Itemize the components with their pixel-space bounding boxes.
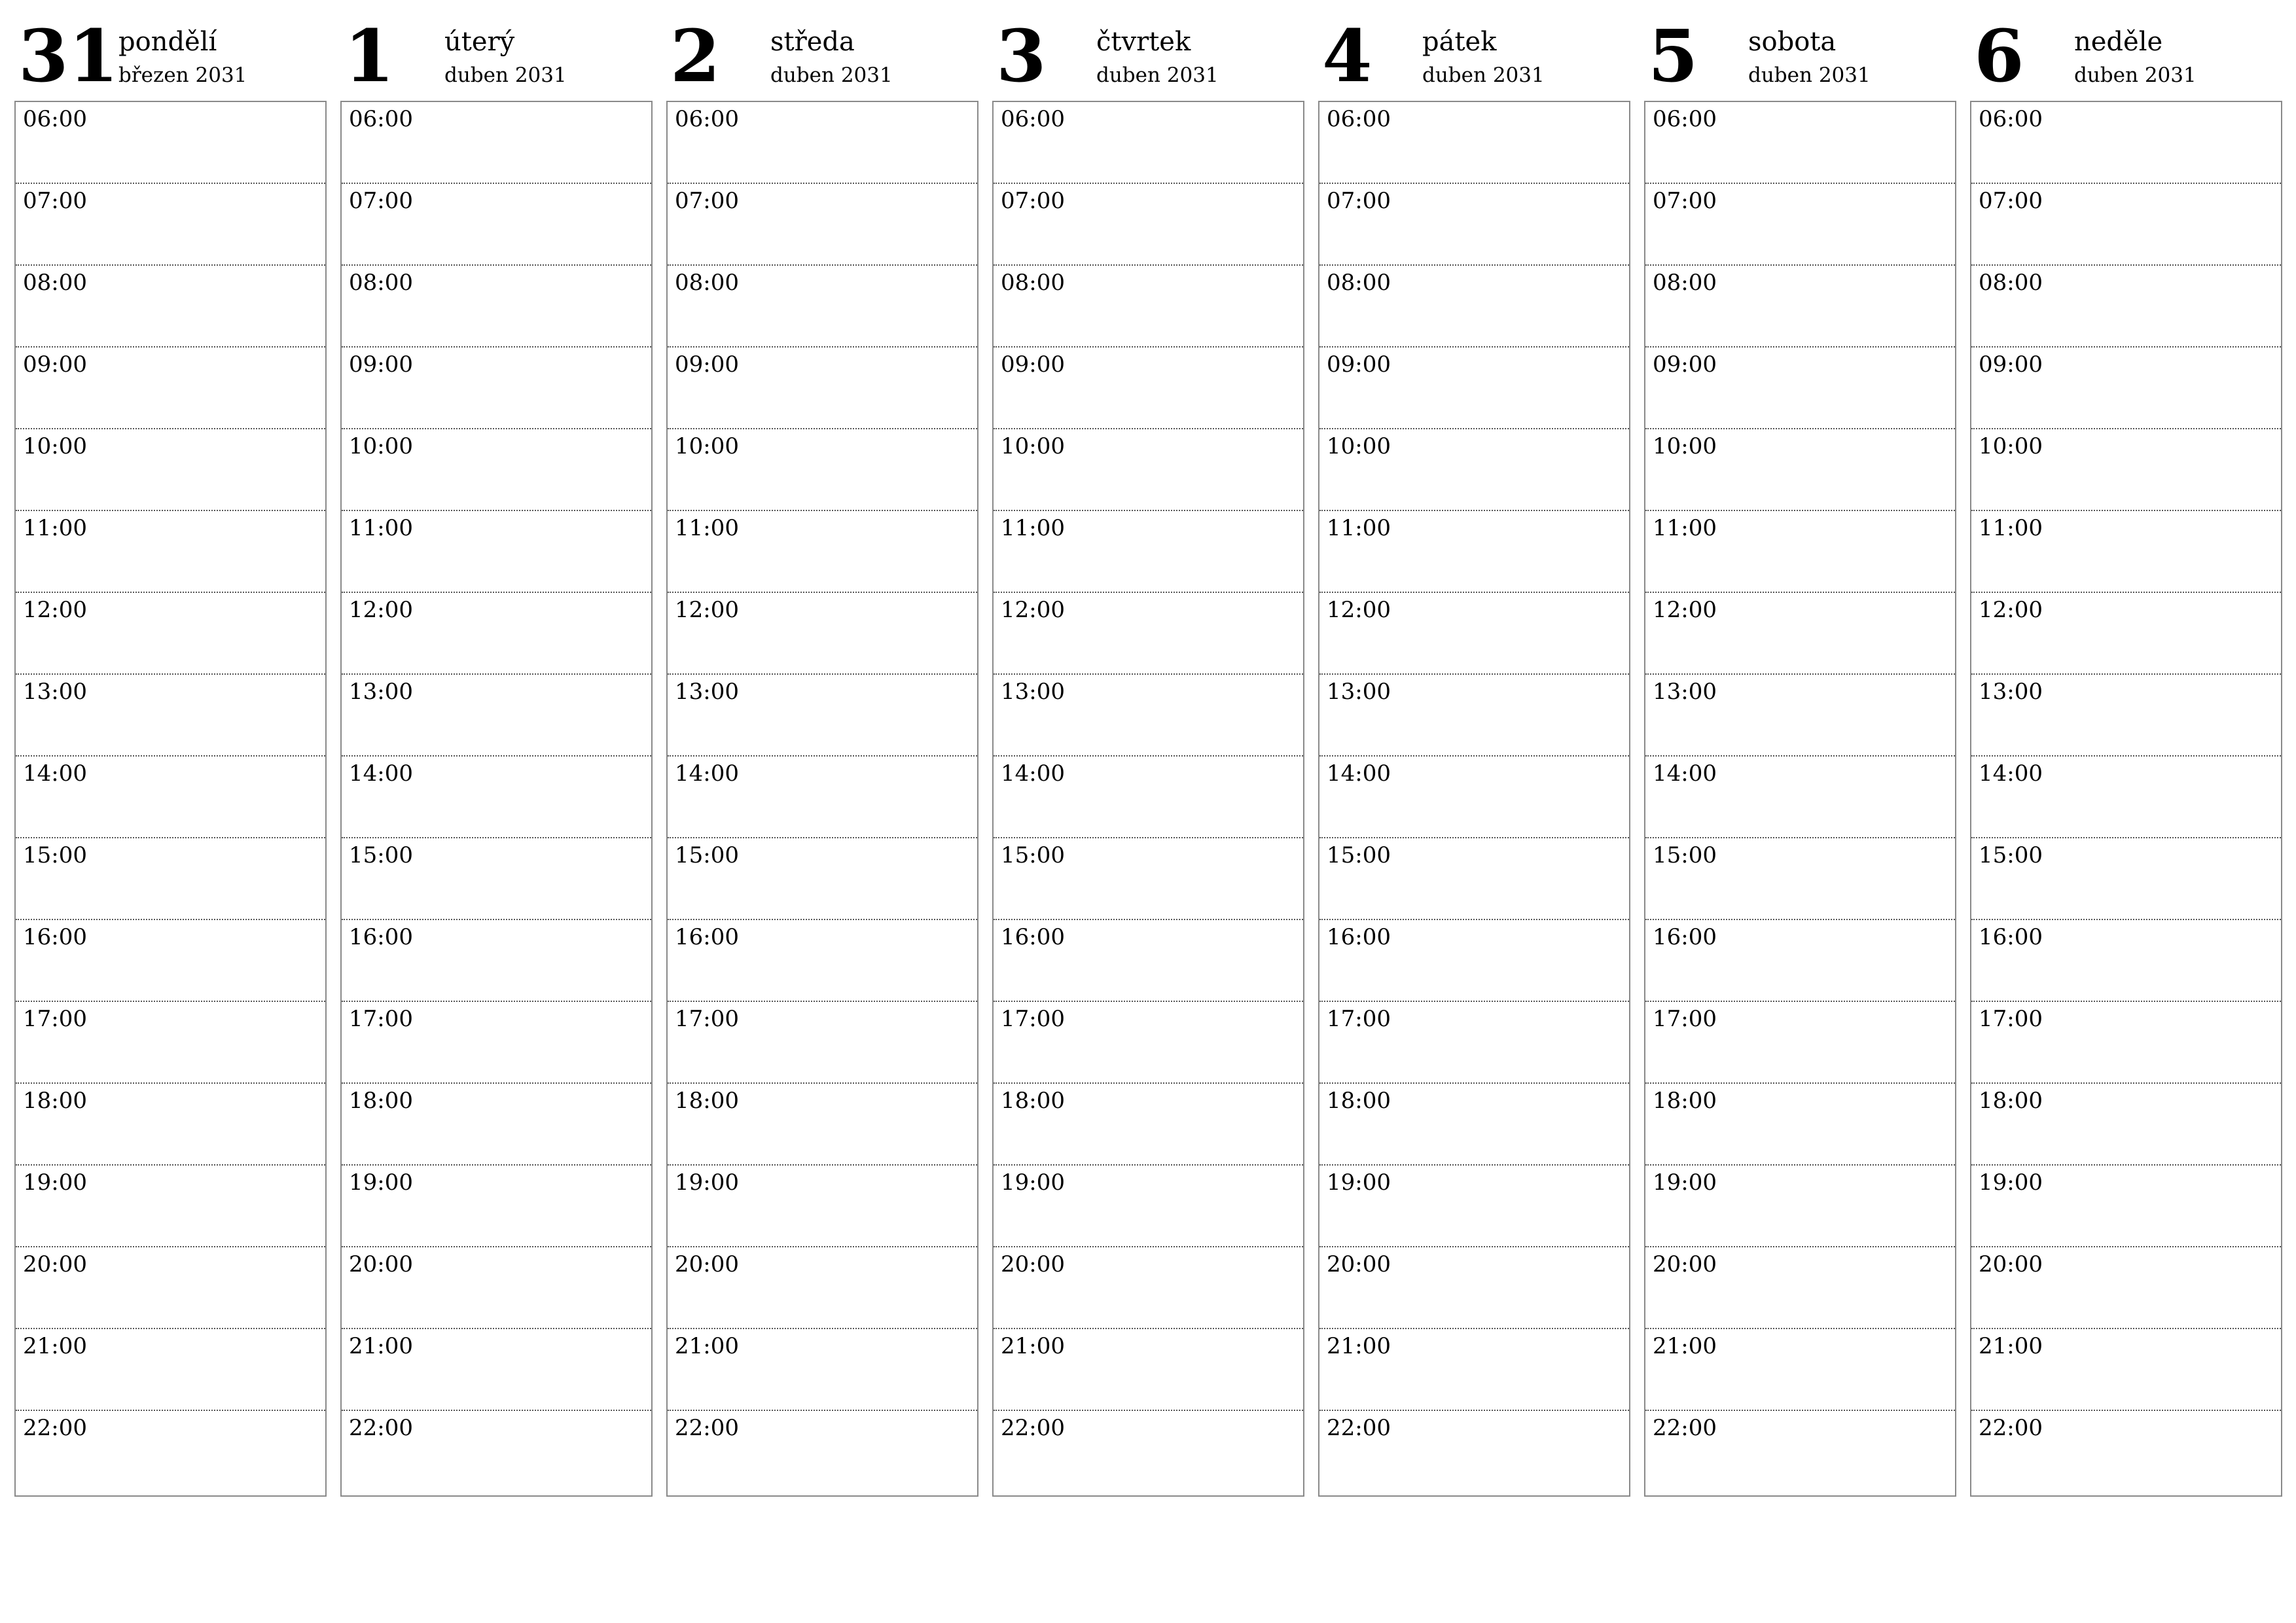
day-schedule-box — [1970, 101, 2282, 1497]
hour-label: 19:00 — [1327, 1169, 1391, 1196]
hour-label: 20:00 — [1653, 1251, 1717, 1277]
hour-slot — [668, 1411, 977, 1495]
hour-slot — [1319, 920, 1629, 1002]
hour-label: 09:00 — [1001, 351, 1065, 378]
hour-label: 13:00 — [1653, 679, 1717, 705]
hour-label: 15:00 — [675, 842, 739, 868]
hour-label: 17:00 — [1001, 1006, 1065, 1032]
hour-slot — [342, 511, 651, 593]
hour-slot — [16, 920, 325, 1002]
hour-slot — [342, 675, 651, 757]
day-schedule-box — [1644, 101, 1956, 1497]
hour-label: 08:00 — [1979, 270, 2043, 296]
hour-slot — [1319, 429, 1629, 511]
hour-slot — [1971, 757, 2281, 838]
hour-slot — [1319, 266, 1629, 348]
hour-label: 15:00 — [1327, 842, 1391, 868]
hour-label: 13:00 — [675, 679, 739, 705]
day-header — [666, 0, 978, 101]
day-number: 2 — [670, 14, 721, 98]
hour-slot — [1319, 511, 1629, 593]
hour-slot — [342, 1002, 651, 1084]
hour-slot — [668, 593, 977, 675]
hour-label: 11:00 — [23, 515, 87, 541]
hour-label: 16:00 — [1001, 924, 1065, 950]
hour-slot — [1319, 838, 1629, 920]
hour-slot — [668, 184, 977, 266]
hour-slot — [668, 1329, 977, 1411]
hour-label: 10:00 — [23, 433, 87, 459]
day-column — [1970, 0, 2282, 1441]
hour-slot — [1645, 1247, 1955, 1329]
hour-label: 19:00 — [1001, 1169, 1065, 1196]
hour-label: 21:00 — [675, 1333, 739, 1359]
hour-label: 20:00 — [1979, 1251, 2043, 1277]
hour-slot — [1319, 102, 1629, 184]
hour-slot — [1645, 266, 1955, 348]
hour-slot — [1971, 184, 2281, 266]
hour-label: 19:00 — [1653, 1169, 1717, 1196]
hour-label: 10:00 — [1001, 433, 1065, 459]
hour-label: 14:00 — [1979, 760, 2043, 787]
hour-label: 15:00 — [349, 842, 413, 868]
hour-label: 16:00 — [23, 924, 87, 950]
hour-label: 19:00 — [23, 1169, 87, 1196]
hour-slot — [1971, 920, 2281, 1002]
hour-label: 11:00 — [1327, 515, 1391, 541]
day-number: 4 — [1322, 14, 1372, 98]
hour-label: 11:00 — [1979, 515, 2043, 541]
hour-slot — [342, 1166, 651, 1247]
hour-label: 17:00 — [23, 1006, 87, 1032]
hour-slot — [1645, 1084, 1955, 1166]
hour-label: 19:00 — [675, 1169, 739, 1196]
hour-slot — [994, 184, 1303, 266]
hour-slot — [994, 429, 1303, 511]
hour-slot — [342, 102, 651, 184]
hour-slot — [668, 1002, 977, 1084]
hour-label: 13:00 — [23, 679, 87, 705]
hour-slot — [994, 1002, 1303, 1084]
hour-label: 10:00 — [1653, 433, 1717, 459]
hour-label: 17:00 — [1327, 1006, 1391, 1032]
hour-label: 07:00 — [1653, 188, 1717, 214]
day-column — [340, 0, 653, 1441]
month-year: duben 2031 — [444, 63, 567, 87]
hour-label: 07:00 — [1327, 188, 1391, 214]
hour-slot — [16, 757, 325, 838]
hour-label: 07:00 — [1001, 188, 1065, 214]
hour-slot — [1645, 102, 1955, 184]
hour-label: 06:00 — [349, 106, 413, 132]
day-schedule-box — [340, 101, 653, 1497]
hour-label: 14:00 — [675, 760, 739, 787]
hour-label: 09:00 — [1327, 351, 1391, 378]
hour-label: 21:00 — [1327, 1333, 1391, 1359]
hour-slot — [994, 511, 1303, 593]
hour-slot — [994, 838, 1303, 920]
day-header — [14, 0, 327, 101]
hour-slot — [1971, 102, 2281, 184]
hour-label: 19:00 — [349, 1169, 413, 1196]
hour-slot — [668, 920, 977, 1002]
hour-label: 11:00 — [349, 515, 413, 541]
hour-slot — [1645, 675, 1955, 757]
hour-slot — [668, 838, 977, 920]
hour-slot — [342, 1329, 651, 1411]
hour-slot — [16, 675, 325, 757]
hour-label: 22:00 — [1001, 1415, 1065, 1441]
hour-label: 20:00 — [1001, 1251, 1065, 1277]
hour-slot — [342, 266, 651, 348]
hour-slot — [994, 675, 1303, 757]
hour-label: 11:00 — [1001, 515, 1065, 541]
hour-slot — [1971, 511, 2281, 593]
hour-slot — [1971, 1329, 2281, 1411]
hour-slot — [1645, 184, 1955, 266]
hour-label: 15:00 — [1001, 842, 1065, 868]
hour-slot — [1319, 593, 1629, 675]
hour-label: 12:00 — [349, 597, 413, 623]
hour-label: 12:00 — [1979, 597, 2043, 623]
day-schedule-box — [992, 101, 1304, 1497]
day-header — [992, 0, 1304, 101]
day-column — [1644, 0, 1956, 1441]
month-year: duben 2031 — [2074, 63, 2197, 87]
hour-slot — [668, 266, 977, 348]
hour-label: 06:00 — [1001, 106, 1065, 132]
hour-label: 15:00 — [1979, 842, 2043, 868]
hour-label: 06:00 — [1653, 106, 1717, 132]
hour-label: 18:00 — [1979, 1088, 2043, 1114]
hour-slot — [16, 1247, 325, 1329]
hour-slot — [342, 429, 651, 511]
hour-label: 11:00 — [1653, 515, 1717, 541]
day-schedule-box — [14, 101, 327, 1497]
hour-slot — [1319, 348, 1629, 429]
hour-slot — [1971, 1247, 2281, 1329]
hour-label: 12:00 — [1653, 597, 1717, 623]
hour-label: 09:00 — [349, 351, 413, 378]
hour-slot — [668, 102, 977, 184]
month-year: březen 2031 — [118, 63, 247, 87]
hour-label: 10:00 — [1979, 433, 2043, 459]
day-header — [1644, 0, 1956, 101]
day-name: pondělí — [118, 27, 217, 57]
hour-slot — [16, 838, 325, 920]
hour-slot — [1645, 838, 1955, 920]
hour-label: 06:00 — [1327, 106, 1391, 132]
hour-label: 17:00 — [675, 1006, 739, 1032]
hour-label: 17:00 — [1979, 1006, 2043, 1032]
hour-label: 18:00 — [1327, 1088, 1391, 1114]
hour-slot — [1645, 429, 1955, 511]
hour-label: 15:00 — [1653, 842, 1717, 868]
month-year: duben 2031 — [1096, 63, 1219, 87]
hour-label: 13:00 — [1979, 679, 2043, 705]
day-header — [340, 0, 653, 101]
hour-label: 12:00 — [675, 597, 739, 623]
hour-label: 14:00 — [349, 760, 413, 787]
hour-label: 09:00 — [675, 351, 739, 378]
hour-label: 21:00 — [23, 1333, 87, 1359]
hour-label: 07:00 — [675, 188, 739, 214]
hour-label: 08:00 — [349, 270, 413, 296]
hour-slot — [16, 1002, 325, 1084]
hour-slot — [1971, 1002, 2281, 1084]
hour-label: 18:00 — [675, 1088, 739, 1114]
hour-slot — [1971, 266, 2281, 348]
day-name: čtvrtek — [1096, 27, 1191, 57]
hour-label: 09:00 — [1653, 351, 1717, 378]
hour-label: 12:00 — [1327, 597, 1391, 623]
hour-slot — [16, 102, 325, 184]
hour-slot — [342, 838, 651, 920]
hour-label: 06:00 — [675, 106, 739, 132]
hour-slot — [668, 348, 977, 429]
hour-slot — [342, 593, 651, 675]
day-name: neděle — [2074, 27, 2163, 57]
month-year: duben 2031 — [770, 63, 893, 87]
hour-label: 06:00 — [1979, 106, 2043, 132]
hour-label: 11:00 — [675, 515, 739, 541]
hour-label: 08:00 — [675, 270, 739, 296]
hour-slot — [342, 348, 651, 429]
hour-slot — [1319, 1002, 1629, 1084]
hour-label: 20:00 — [23, 1251, 87, 1277]
hour-label: 18:00 — [23, 1088, 87, 1114]
hour-label: 13:00 — [1327, 679, 1391, 705]
day-column — [992, 0, 1304, 1441]
day-column — [14, 0, 327, 1441]
hour-slot — [1645, 1166, 1955, 1247]
hour-slot — [668, 1166, 977, 1247]
hour-slot — [994, 348, 1303, 429]
hour-label: 21:00 — [1653, 1333, 1717, 1359]
hour-slot — [1645, 920, 1955, 1002]
hour-label: 18:00 — [349, 1088, 413, 1114]
hour-slot — [1319, 184, 1629, 266]
hour-label: 16:00 — [1653, 924, 1717, 950]
hour-label: 07:00 — [1979, 188, 2043, 214]
hour-label: 09:00 — [23, 351, 87, 378]
month-year: duben 2031 — [1748, 63, 1871, 87]
hour-label: 22:00 — [675, 1415, 739, 1441]
hour-label: 21:00 — [349, 1333, 413, 1359]
hour-slot — [994, 1084, 1303, 1166]
hour-slot — [994, 1166, 1303, 1247]
hour-label: 13:00 — [1001, 679, 1065, 705]
hour-label: 21:00 — [1001, 1333, 1065, 1359]
hour-label: 07:00 — [349, 188, 413, 214]
hour-label: 08:00 — [23, 270, 87, 296]
hour-slot — [1319, 757, 1629, 838]
hour-label: 08:00 — [1327, 270, 1391, 296]
hour-slot — [1319, 1166, 1629, 1247]
day-header — [1970, 0, 2282, 101]
hour-slot — [994, 266, 1303, 348]
hour-slot — [16, 348, 325, 429]
hour-label: 10:00 — [349, 433, 413, 459]
day-schedule-box — [1318, 101, 1630, 1497]
hour-slot — [342, 920, 651, 1002]
hour-slot — [1319, 1411, 1629, 1495]
hour-slot — [994, 1247, 1303, 1329]
hour-slot — [1319, 675, 1629, 757]
hour-slot — [1645, 1329, 1955, 1411]
hour-slot — [16, 1166, 325, 1247]
day-number: 6 — [1974, 14, 2024, 98]
hour-label: 16:00 — [675, 924, 739, 950]
hour-label: 17:00 — [349, 1006, 413, 1032]
hour-label: 14:00 — [1653, 760, 1717, 787]
month-year: duben 2031 — [1422, 63, 1545, 87]
hour-label: 15:00 — [23, 842, 87, 868]
day-name: středa — [770, 27, 855, 57]
day-name: sobota — [1748, 27, 1837, 57]
hour-slot — [16, 266, 325, 348]
hour-slot — [994, 1411, 1303, 1495]
hour-label: 12:00 — [23, 597, 87, 623]
hour-slot — [1971, 1084, 2281, 1166]
hour-label: 18:00 — [1653, 1088, 1717, 1114]
hour-label: 14:00 — [1327, 760, 1391, 787]
hour-slot — [342, 1084, 651, 1166]
hour-slot — [668, 675, 977, 757]
hour-slot — [1319, 1084, 1629, 1166]
hour-slot — [1645, 1411, 1955, 1495]
hour-label: 07:00 — [23, 188, 87, 214]
hour-slot — [1971, 429, 2281, 511]
hour-label: 22:00 — [23, 1415, 87, 1441]
day-header — [1318, 0, 1630, 101]
hour-label: 22:00 — [1979, 1415, 2043, 1441]
hour-label: 19:00 — [1979, 1169, 2043, 1196]
hour-slot — [994, 920, 1303, 1002]
hour-slot — [1971, 838, 2281, 920]
hour-slot — [16, 184, 325, 266]
hour-label: 22:00 — [1653, 1415, 1717, 1441]
hour-label: 20:00 — [349, 1251, 413, 1277]
hour-label: 22:00 — [349, 1415, 413, 1441]
hour-slot — [1319, 1247, 1629, 1329]
hour-slot — [994, 102, 1303, 184]
hour-label: 09:00 — [1979, 351, 2043, 378]
day-column — [1318, 0, 1630, 1441]
hour-slot — [16, 511, 325, 593]
hour-label: 10:00 — [1327, 433, 1391, 459]
day-column — [666, 0, 978, 1441]
hour-label: 10:00 — [675, 433, 739, 459]
hour-label: 20:00 — [675, 1251, 739, 1277]
hour-slot — [994, 593, 1303, 675]
day-number: 3 — [996, 14, 1047, 98]
hour-label: 14:00 — [1001, 760, 1065, 787]
hour-label: 22:00 — [1327, 1415, 1391, 1441]
hour-slot — [342, 757, 651, 838]
hour-slot — [668, 1247, 977, 1329]
hour-slot — [1971, 348, 2281, 429]
hour-slot — [342, 184, 651, 266]
day-number: 31 — [18, 14, 119, 98]
hour-slot — [16, 593, 325, 675]
hour-slot — [1645, 348, 1955, 429]
hour-label: 16:00 — [1979, 924, 2043, 950]
hour-slot — [1319, 1329, 1629, 1411]
hour-slot — [16, 429, 325, 511]
hour-slot — [16, 1411, 325, 1495]
hour-slot — [668, 1084, 977, 1166]
hour-label: 18:00 — [1001, 1088, 1065, 1114]
hour-slot — [1645, 757, 1955, 838]
hour-slot — [1645, 593, 1955, 675]
hour-slot — [1971, 675, 2281, 757]
hour-label: 14:00 — [23, 760, 87, 787]
day-schedule-box — [666, 101, 978, 1497]
hour-label: 08:00 — [1653, 270, 1717, 296]
hour-label: 21:00 — [1979, 1333, 2043, 1359]
hour-slot — [1645, 1002, 1955, 1084]
hour-slot — [342, 1247, 651, 1329]
hour-slot — [668, 429, 977, 511]
hour-slot — [1971, 1411, 2281, 1495]
hour-label: 13:00 — [349, 679, 413, 705]
hour-slot — [1971, 1166, 2281, 1247]
hour-label: 16:00 — [349, 924, 413, 950]
hour-slot — [1971, 593, 2281, 675]
day-name: úterý — [444, 27, 515, 57]
hour-slot — [16, 1329, 325, 1411]
hour-slot — [994, 757, 1303, 838]
hour-slot — [342, 1411, 651, 1495]
day-name: pátek — [1422, 27, 1497, 57]
hour-label: 20:00 — [1327, 1251, 1391, 1277]
day-number: 5 — [1648, 14, 1698, 98]
hour-label: 08:00 — [1001, 270, 1065, 296]
hour-label: 06:00 — [23, 106, 87, 132]
hour-label: 16:00 — [1327, 924, 1391, 950]
hour-label: 17:00 — [1653, 1006, 1717, 1032]
hour-slot — [16, 1084, 325, 1166]
hour-slot — [994, 1329, 1303, 1411]
hour-slot — [668, 511, 977, 593]
hour-slot — [668, 757, 977, 838]
hour-label: 12:00 — [1001, 597, 1065, 623]
day-number: 1 — [344, 14, 395, 98]
hour-slot — [1645, 511, 1955, 593]
